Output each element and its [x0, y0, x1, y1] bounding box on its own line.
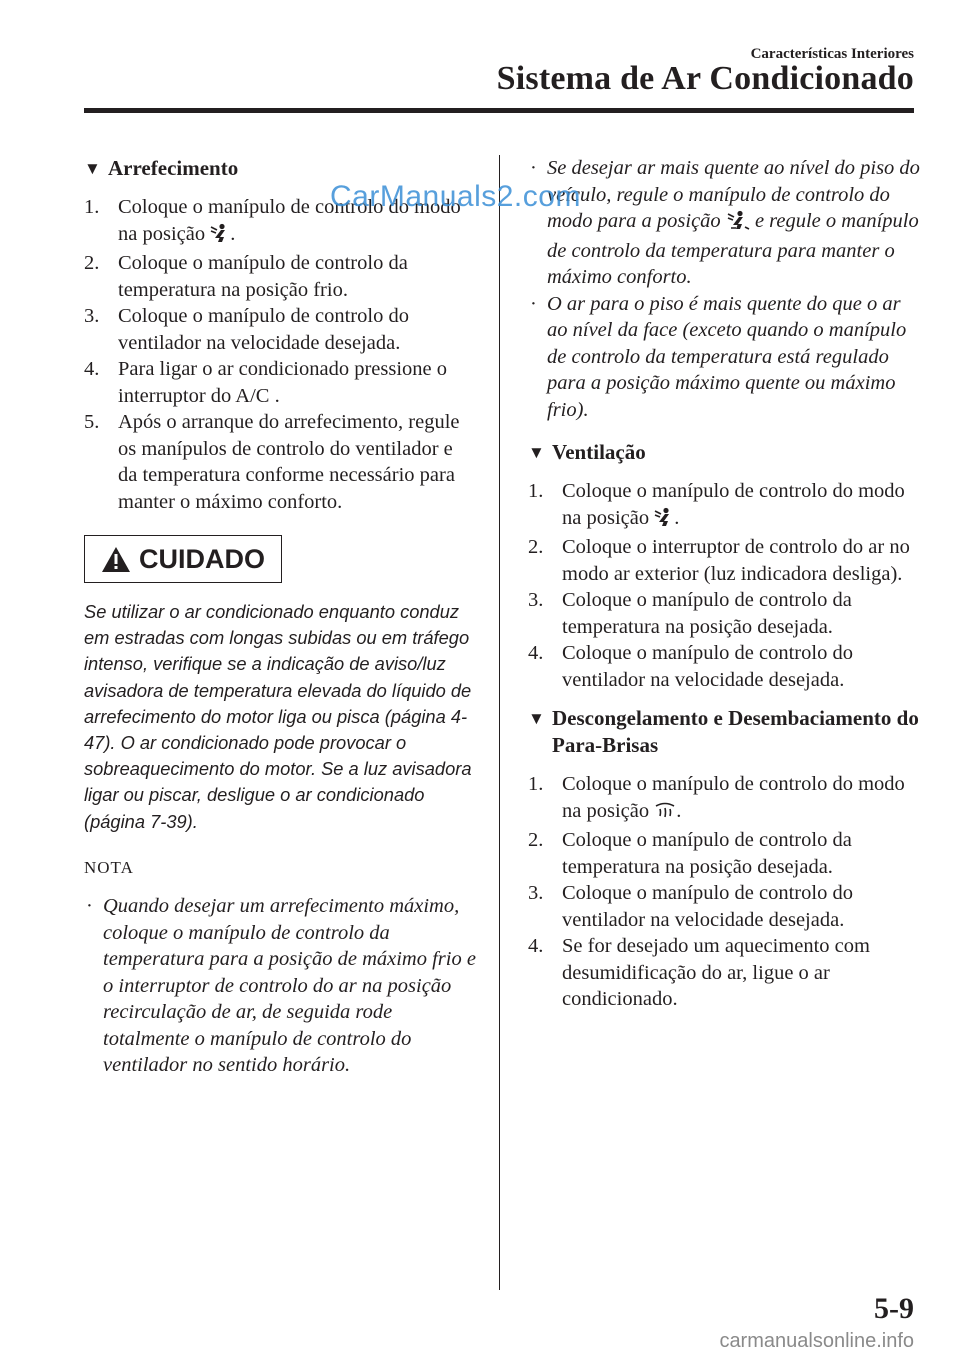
item-text: O ar para o piso é mais quente do que o ar ao nível da face (exceto quando o manípulo de controlo da temperatura está regulado para a posição máximo quente ou máximo frio).: [547, 292, 907, 421]
item-body: [562, 880, 920, 933]
caution-label: CUIDADO: [139, 543, 265, 574]
bullet-dot: ·: [530, 157, 537, 179]
heading-descongelamento: [528, 705, 920, 759]
item-text: Para ligar o ar condicionado pressione o interruptor do A/C .: [118, 358, 448, 407]
item-text: Coloque o manípulo de controlo da temperatura na posição frio.: [118, 252, 408, 301]
item-text: Se for desejado um aquecimento com desumidificação do ar, ligue o ar condicionado.: [562, 935, 870, 1010]
item-body: [118, 250, 476, 303]
step-item: [528, 478, 920, 534]
step-number: 3.: [528, 882, 544, 904]
item-text: Coloque o manípulo de controlo do ventilador na velocidade desejada.: [118, 305, 409, 354]
page-title: Sistema de Ar Condicionado: [496, 60, 914, 97]
step-number: 3.: [84, 305, 100, 327]
step-item: [528, 933, 920, 1013]
item-text: Coloque o manípulo de controlo da temperatura na posição desejada.: [562, 589, 852, 638]
triangle-bullet-icon: ▼: [84, 159, 101, 178]
defrost-icon: [654, 800, 676, 828]
item-text: Após o arranque do arrefecimento, regule os manípulos de controlo do ventilador e da temperatura conforme necessário para manter o máximo conforto.: [118, 411, 460, 513]
item-text-after-icon: .: [674, 506, 680, 529]
item-text: Coloque o manípulo de controlo do modo na posição: [562, 773, 905, 822]
item-text: Coloque o manípulo de controlo do modo na posição: [118, 196, 461, 245]
item-text: Se desejar ar mais quente ao nível do piso do veículo, regule o manípulo de controlo do modo para a posição: [547, 157, 920, 232]
step-number: 1.: [528, 773, 544, 795]
item-text-after-icon: .: [676, 799, 682, 822]
page-number: 5-9: [874, 1292, 914, 1325]
item-text: Quando desejar um arrefecimento máximo, coloque o manípulo de controlo da temperatura para a posição de máximo frio e o interruptor de controlo do ar na posição recirculação de ar, de seguida rode totalmente o manípulo de controlo do ventilador no sentido horário.: [103, 895, 476, 1077]
watermark: CarManuals2.com: [330, 180, 581, 213]
item-body: [562, 827, 920, 880]
note-item: [528, 291, 920, 424]
step-item: [528, 534, 920, 587]
heading-arrefecimento: [84, 155, 476, 182]
item-body: [562, 478, 920, 534]
heading-text: Arrefecimento: [108, 156, 239, 180]
item-text: Coloque o manípulo de controlo do ventilador na velocidade desejada.: [562, 642, 853, 691]
header-rule: [84, 108, 914, 113]
step-item: [528, 587, 920, 640]
item-body: [103, 893, 476, 1079]
nota-label: NOTA: [84, 857, 134, 877]
item-text: Coloque o manípulo de controlo do modo na posição: [562, 480, 905, 529]
step-item: [84, 356, 476, 409]
item-body: [562, 534, 920, 587]
item-body: [562, 587, 920, 640]
note-item: [84, 893, 476, 1079]
item-body: [547, 155, 920, 291]
item-text: Coloque o manípulo de controlo do ventilador na velocidade desejada.: [562, 882, 853, 931]
notes-right: [528, 155, 920, 423]
step-item: [528, 771, 920, 827]
caution-box: [84, 535, 282, 583]
item-body: [118, 409, 476, 515]
steps-arrefecimento: [84, 194, 476, 515]
heading-text: Descongelamento e Desembaciamento do Para-Brisas: [552, 706, 919, 757]
face-vent-icon: [210, 223, 230, 251]
step-number: 5.: [84, 411, 100, 433]
item-body: [562, 933, 920, 1013]
step-item: [84, 303, 476, 356]
step-number: 2.: [528, 536, 544, 558]
section-name: Características Interiores: [750, 46, 914, 62]
step-number: 3.: [528, 589, 544, 611]
step-item: [84, 409, 476, 515]
bi-level-icon: [726, 210, 750, 238]
item-text-after-icon: e regule o manípulo de controlo da temperatura para manter o máximo conforto.: [547, 210, 919, 288]
left-column: [84, 155, 476, 1079]
item-body: [547, 291, 920, 424]
step-number: 1.: [528, 480, 544, 502]
step-item: [528, 880, 920, 933]
item-body: [562, 640, 920, 693]
notes-left: [84, 893, 476, 1079]
steps-descongelamento: [528, 771, 920, 1013]
footer-url: carmanualsonline.info: [719, 1330, 914, 1352]
heading-text: Ventilação: [552, 440, 646, 464]
steps-ventilacao: [528, 478, 920, 693]
item-body: [562, 771, 920, 827]
column-divider: [499, 155, 500, 1290]
step-number: 2.: [528, 829, 544, 851]
face-vent-icon: [654, 507, 674, 535]
item-text: Coloque o interruptor de controlo do ar no modo ar exterior (luz indicadora desliga).: [562, 536, 910, 585]
step-number: 4.: [528, 935, 544, 957]
step-number: 2.: [84, 252, 100, 274]
step-item: [528, 827, 920, 880]
step-number: 4.: [84, 358, 100, 380]
triangle-bullet-icon: ▼: [528, 443, 545, 462]
step-item: [528, 640, 920, 693]
note-item: [528, 155, 920, 291]
caution-text: Se utilizar o ar condicionado enquanto conduz em estradas com longas subidas ou em tráfego intenso, verifique se a indicação de aviso/luz avisadora de temperatura elevada do líquido de arrefecimento do motor liga ou pisca (página 4-47). O ar condicionado pode provocar o sobreaquecimento do motor. Se a luz avisadora ligar ou piscar, desligue o ar condicionado (página 7-39).: [84, 601, 472, 832]
triangle-bullet-icon: ▼: [528, 709, 545, 728]
item-body: [118, 356, 476, 409]
right-column: [528, 155, 920, 1013]
step-item: [84, 250, 476, 303]
bullet-dot: ·: [530, 292, 537, 315]
item-text: Coloque o manípulo de controlo da temperatura na posição desejada.: [562, 829, 852, 878]
step-number: 4.: [528, 642, 544, 664]
warning-icon: [101, 546, 131, 573]
item-body: [118, 303, 476, 356]
step-number: 1.: [84, 196, 100, 218]
item-text-after-icon: .: [230, 222, 236, 245]
bullet-dot: ·: [86, 895, 93, 918]
heading-ventilacao: [528, 439, 920, 466]
